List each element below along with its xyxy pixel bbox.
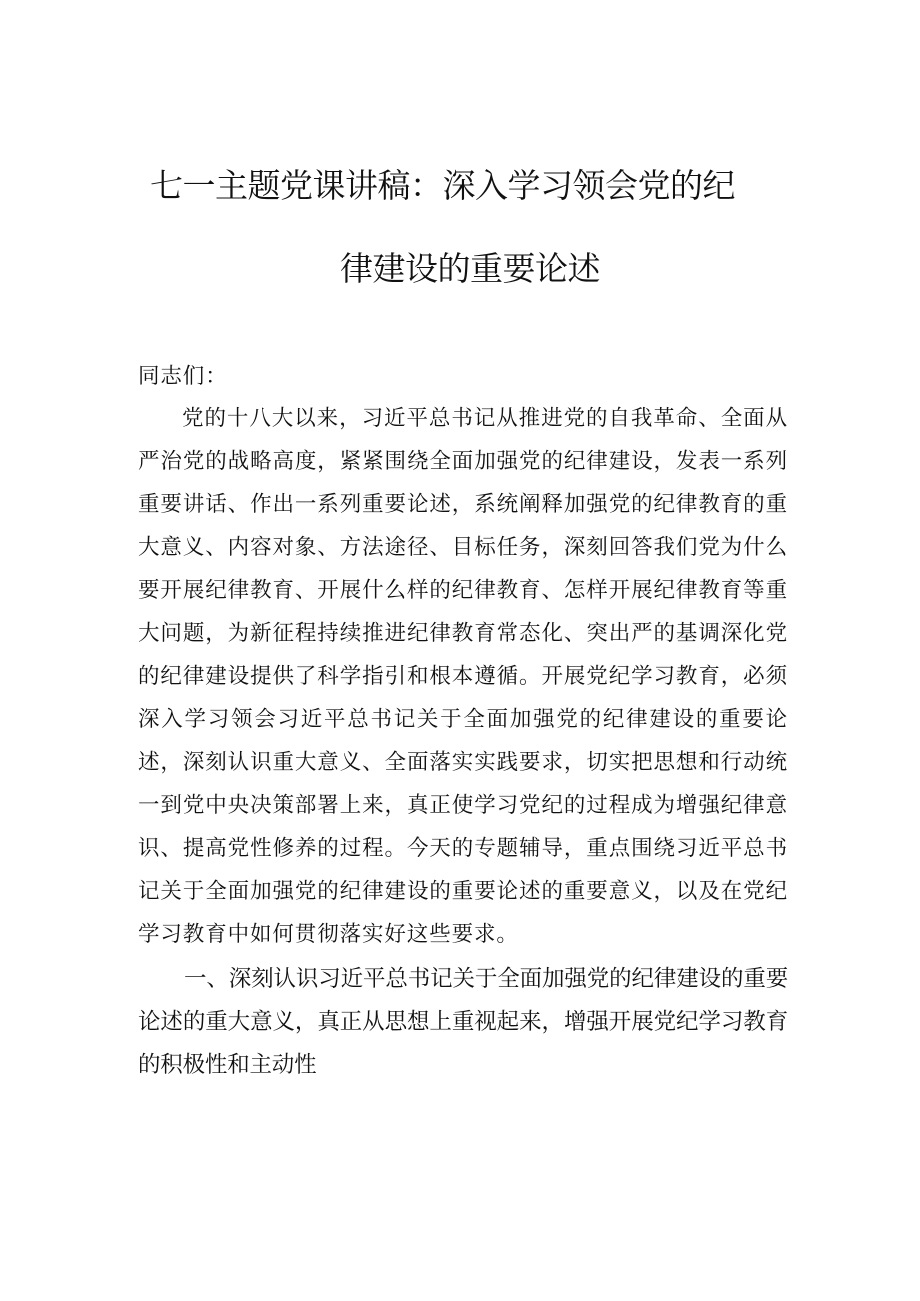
section-heading: 一、深刻认识习近平总书记关于全面加强党的纪律建设的重要论述的重大意义，真正从思想上重视起来，增强开展党纪学习教育的积极性和主动性 [138, 966, 788, 1078]
body-paragraph: 党的十八大以来，习近平总书记从推进党的自我革命、全面从严治党的战略高度，紧紧围绕全面加强党的纪律建设，发表一系列重要讲话、作出一系列重要论述，系统阐释加强党的纪律教育的重大意义、内容对象、方法途径、目标任务，深刻回答我们党为什么要开展纪律教育、开展什么样的纪律教育、怎样开展纪律教育等重大问题，为新征程持续推进纪律教育常态化、突出严的基调深化党的纪律建设提供了科学指引和根本遵循。开展党纪学习教育，必须深入学习领会习近平总书记关于全面加强党的纪律建设的重要论述，深刻认识重大意义、全面落实实践要求，切实把思想和行动统一到党中央决策部署上来，真正使学习党纪的过程成为增强纪律意识、提高党性修养的过程。今天的专题辅导，重点围绕习近平总书记关于全面加强党的纪律建设的重要论述的重要意义，以及在党纪学习教育中如何贯彻落实好这些要求。 [138, 406, 788, 947]
document-title-line-1: 七一主题党课讲稿：深入学习领会党的纪 [150, 166, 735, 205]
document-title-line-2: 律建设的重要论述 [340, 249, 600, 288]
salutation: 同志们： [138, 364, 228, 389]
